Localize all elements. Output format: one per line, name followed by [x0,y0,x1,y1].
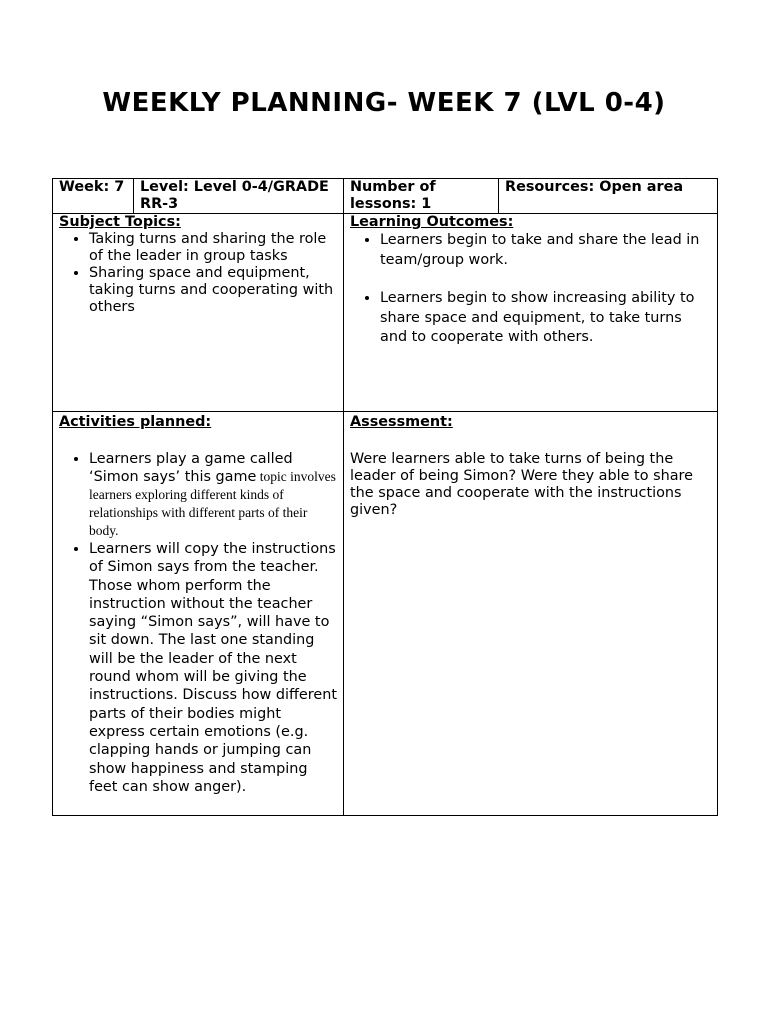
list-item: • Sharing space and equipment, taking turns and cooperating with others [89,265,337,316]
activities-list [59,451,337,796]
page-title: WEEKLY PLANNING- WEEK 7 (LVL 0-4) [102,88,666,118]
activities-heading: Activities planned: [59,414,212,430]
list-item: • Learners begin to show increasing ability to share space and equipment, to take turns and to cooperate with others. [380,289,711,348]
activities-assessment-row [53,412,718,816]
weekly-plan-table [52,178,718,816]
list-item [89,451,337,540]
list-item: • Taking turns and sharing the role of the leader in group tasks [89,231,337,265]
activity-1-text: Learners play a game called ‘Simon says’ this game [89,451,293,485]
learning-outcomes-heading: Learning Outcomes: [350,214,514,230]
week-cell: Week: 7 [53,179,134,214]
level-cell: Level: Level 0-4/GRADE RR-3 [134,179,344,214]
assessment-text: Were learners able to take turns of being the leader of being Simon? Were they able to share the space and cooperate with the instructions given? [350,451,693,518]
header-row [53,179,718,214]
subject-topics-list [59,231,337,316]
assessment-heading: Assessment: [350,414,453,430]
assessment-cell [344,412,718,816]
subject-topics-cell [53,214,344,412]
subject-topics-heading: Subject Topics: [59,214,181,230]
list-item: • Learners begin to take and share the lead in team/group work. [380,231,711,270]
activity-1-tail: topic involves learners exploring different kinds of relationships with different parts of their body. [89,469,336,538]
resources-cell: Resources: Open area [499,179,718,214]
lessons-cell: Number of lessons: 1 [344,179,499,214]
learning-outcomes-list [350,231,711,348]
learning-outcomes-cell [344,214,718,412]
list-item: • Learners will copy the instructions of Simon says from the teacher. Those whom perform the instruction without the teacher saying “Simon says”, will have to sit down. The last one standing will be the leader of the next round whom will be giving the instructions. Discuss how different parts of their bodies might express certain emotions (e.g. clapping hands or jumping can show happiness and stamping feet can show anger). [89,540,337,796]
activities-cell [53,412,344,816]
topics-outcomes-row [53,214,718,412]
